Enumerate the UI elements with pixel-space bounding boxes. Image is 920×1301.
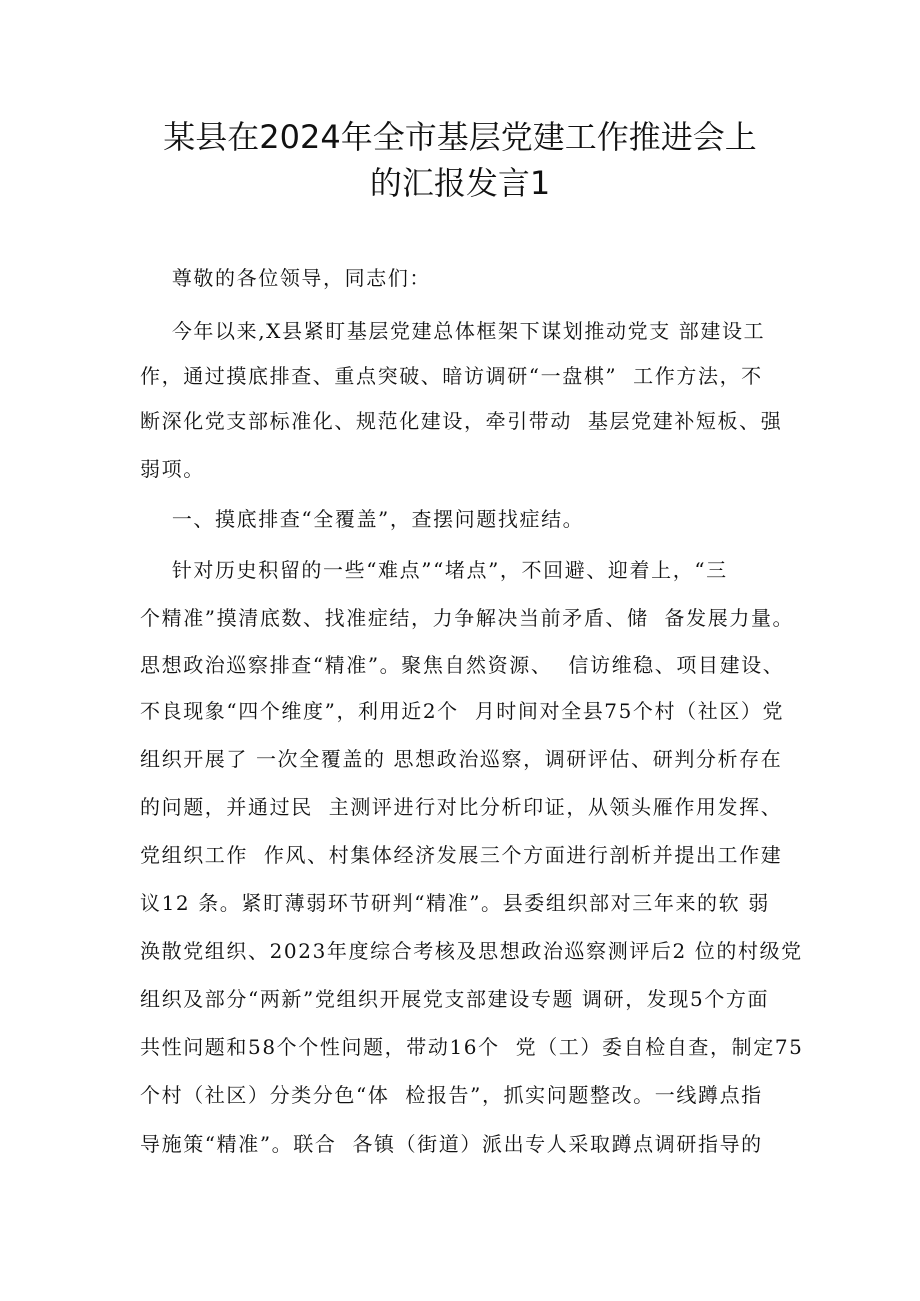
body-line: 针对历史积留的一些“难点”“堵点”，不回避、迎着上，“三 — [140, 558, 728, 582]
body-line: 弱项。 — [140, 457, 205, 481]
body-line: 作，通过摸底排查、重点突破、暗访调研“一盘棋” 工作方法，不 — [140, 364, 763, 388]
body-line: 组织开展了 一次全覆盖的 思想政治巡察，调研评估、研判分析存在 — [140, 747, 783, 771]
body-line: 党组织工作 作风、村集体经济发展三个方面进行剖析并提出工作建 — [140, 843, 783, 867]
body-line: 个精准”摸清底数、找准症结，力争解决当前矛盾、储 备发展力量。 — [140, 606, 795, 630]
body-line: 今年以来,X县紧盯基层党建总体框架下谋划推动党支 部建设工 — [140, 319, 766, 343]
body-line: 组织及部分“两新”党组织开展党支部建设专题 调研，发现5个方面 — [140, 987, 770, 1011]
body-line: 不良现象“四个维度”，利用近2个 月时间对全县75个村（社区）党 — [140, 699, 785, 723]
body-line: 个村（社区）分类分色“体 检报告”，抓实问题整改。一线蹲点指 — [140, 1083, 763, 1107]
body-line: 共性问题和58个个性问题，带动16个 党（工）委自检自查，制定75 — [140, 1035, 804, 1059]
document-title-line-1: 某县在2024年全市基层党建工作推进会上 — [163, 118, 757, 156]
salutation: 尊敬的各位领导，同志们： — [140, 266, 432, 290]
body-line: 的问题，并通过民 主测评进行对比分析印证，从领头雁作用发挥、 — [140, 795, 783, 819]
body-line: 涣散党组织、2023年度综合考核及思想政治巡察测评后2 位的村级党 — [140, 939, 803, 963]
section-heading: 一、摸底排查“全覆盖”，查摆问题找症结。 — [140, 507, 585, 531]
body-line: 议12 条。紧盯薄弱环节研判“精准”。县委组织部对三年来的软 弱 — [140, 891, 770, 915]
body-line: 思想政治巡察排查“精准”。聚焦自然资源、 信访维稳、项目建设、 — [140, 653, 785, 677]
body-line: 导施策“精准”。联合 各镇（街道）派出专人采取蹲点调研指导的 — [140, 1132, 763, 1156]
body-line: 断深化党支部标准化、规范化建设，牵引带动 基层党建补短板、强 — [140, 409, 783, 433]
document-title-line-2: 的汇报发言1 — [369, 164, 551, 202]
